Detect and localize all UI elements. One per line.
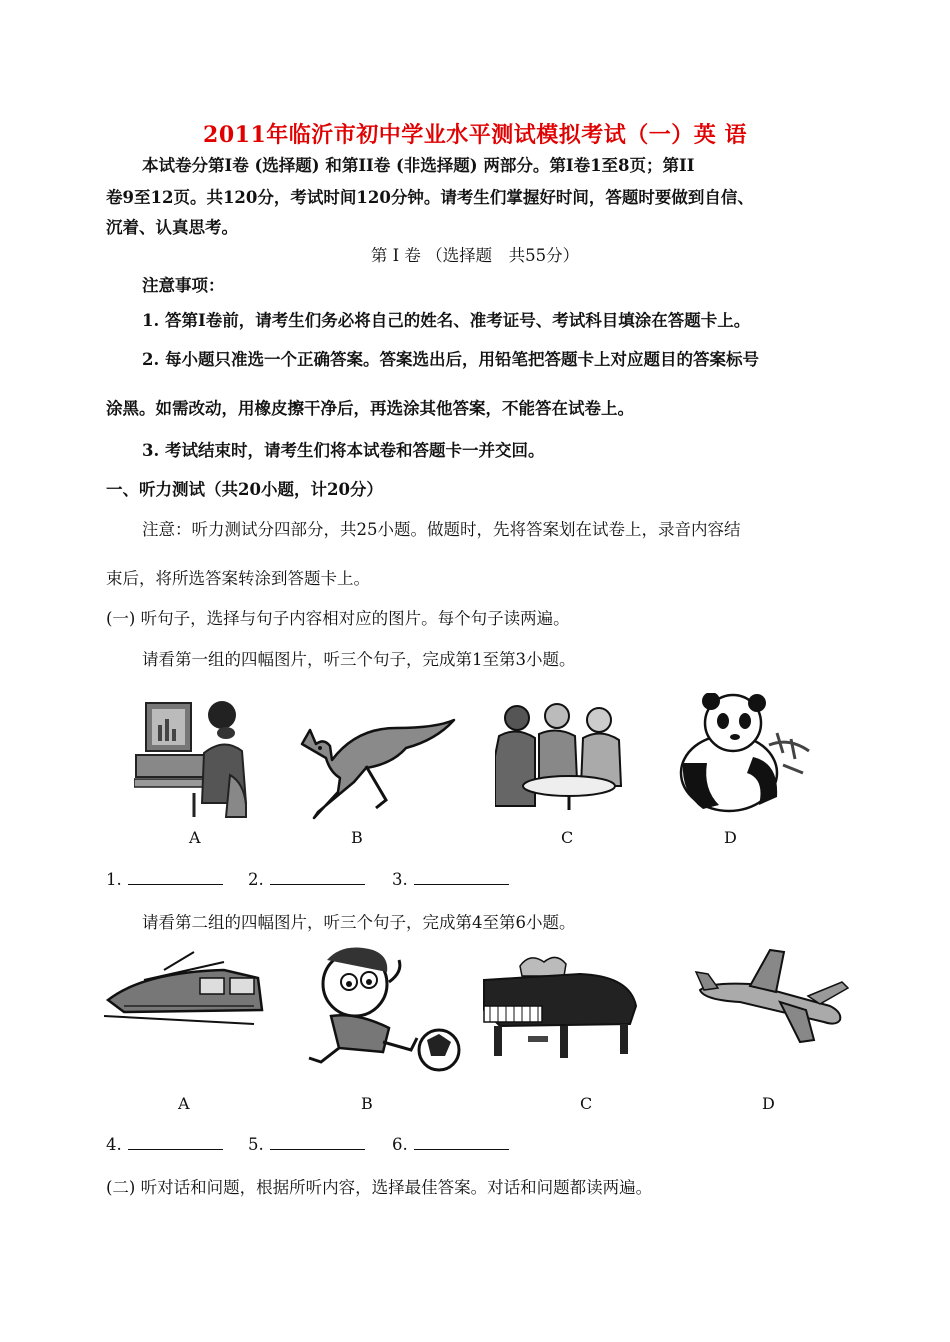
blank-number: 1. [106, 870, 122, 889]
piano-icon [480, 946, 640, 1062]
group2-intro: 请看第二组的四幅图片，听三个句子，完成第4至第6小题。 [142, 913, 576, 932]
group2-label-d: D [762, 1094, 775, 1113]
section-header: 第 Ⅰ 卷 （选择题 共55分） [370, 246, 580, 265]
note-item-1: 1. 答第Ⅰ卷前，请考生们务必将自己的姓名、准考证号、考试科目填涂在答题卡上。 [142, 311, 751, 330]
subsection-1: (一) 听句子，选择与句子内容相对应的图片。每个句子读两遍。 [106, 609, 570, 628]
blank-line [414, 870, 509, 885]
group1-intro: 请看第一组的四幅图片，听三个句子，完成第1至第3小题。 [142, 650, 576, 669]
part1-note-b: 束后，将所选答案转涂到答题卡上。 [106, 569, 370, 588]
blank-number: 3. [392, 870, 408, 889]
group1-label-d: D [724, 828, 737, 847]
intro-line-3: 沉着、认真思考。 [106, 218, 238, 237]
blank-line [128, 870, 223, 885]
panda-eating-bamboo-icon [673, 693, 811, 815]
blank-line [128, 1135, 223, 1150]
answer-blank-2 [248, 870, 365, 889]
blank-number: 6. [392, 1135, 408, 1154]
group2-label-a: A [178, 1094, 190, 1113]
blank-number: 5. [248, 1135, 264, 1154]
group2-label-b: B [361, 1094, 373, 1113]
group1-label-c: C [561, 828, 574, 847]
blank-line [270, 870, 365, 885]
page-title: 2011年临沂市初中学业水平测试模拟考试（一）英 语 [203, 122, 747, 148]
note-item-3: 3. 考试结束时，请考生们将本试卷和答题卡一并交回。 [142, 441, 545, 460]
blank-number: 4. [106, 1135, 122, 1154]
answer-blank-4 [106, 1135, 223, 1154]
group2-label-c: C [580, 1094, 593, 1113]
answer-blank-1 [106, 870, 223, 889]
kangaroo-icon [296, 708, 456, 820]
boy-kicking-ball-icon [293, 942, 465, 1074]
intro-line-1: 本试卷分第Ⅰ卷 (选择题) 和第II卷 (非选择题) 两部分。第Ⅰ卷1至8页；第II [142, 156, 695, 175]
group1-label-a: A [189, 828, 201, 847]
subsection-2: (二) 听对话和问题，根据所听内容，选择最佳答案。对话和问题都读两遍。 [106, 1178, 653, 1197]
answer-blank-3 [392, 870, 509, 889]
woman-at-computer-icon [134, 693, 252, 819]
group1-label-b: B [351, 828, 363, 847]
part1-heading: 一、听力测试（共20小题，计20分） [106, 480, 383, 499]
answer-blank-6 [392, 1135, 509, 1154]
note-item-2a: 2. 每小题只准选一个正确答案。答案选出后，用铅笔把答题卡上对应题目的答案标号 [142, 350, 759, 369]
blank-line [414, 1135, 509, 1150]
blank-line [270, 1135, 365, 1150]
train-icon [104, 950, 264, 1028]
notes-heading: 注意事项： [142, 276, 225, 295]
three-people-talking-icon [495, 696, 627, 811]
note-item-2b: 涂黑。如需改动，用橡皮擦干净后，再选涂其他答案，不能答在试卷上。 [106, 399, 634, 418]
intro-line-2: 卷9至12页。共120分，考试时间120分钟。请考生们掌握好时间，答题时要做到自信、 [106, 188, 754, 207]
answer-blank-5 [248, 1135, 365, 1154]
airplane-icon [690, 946, 850, 1044]
blank-number: 2. [248, 870, 264, 889]
part1-note-a: 注意：听力测试分四部分，共25小题。做题时，先将答案划在试卷上，录音内容结 [142, 520, 741, 539]
